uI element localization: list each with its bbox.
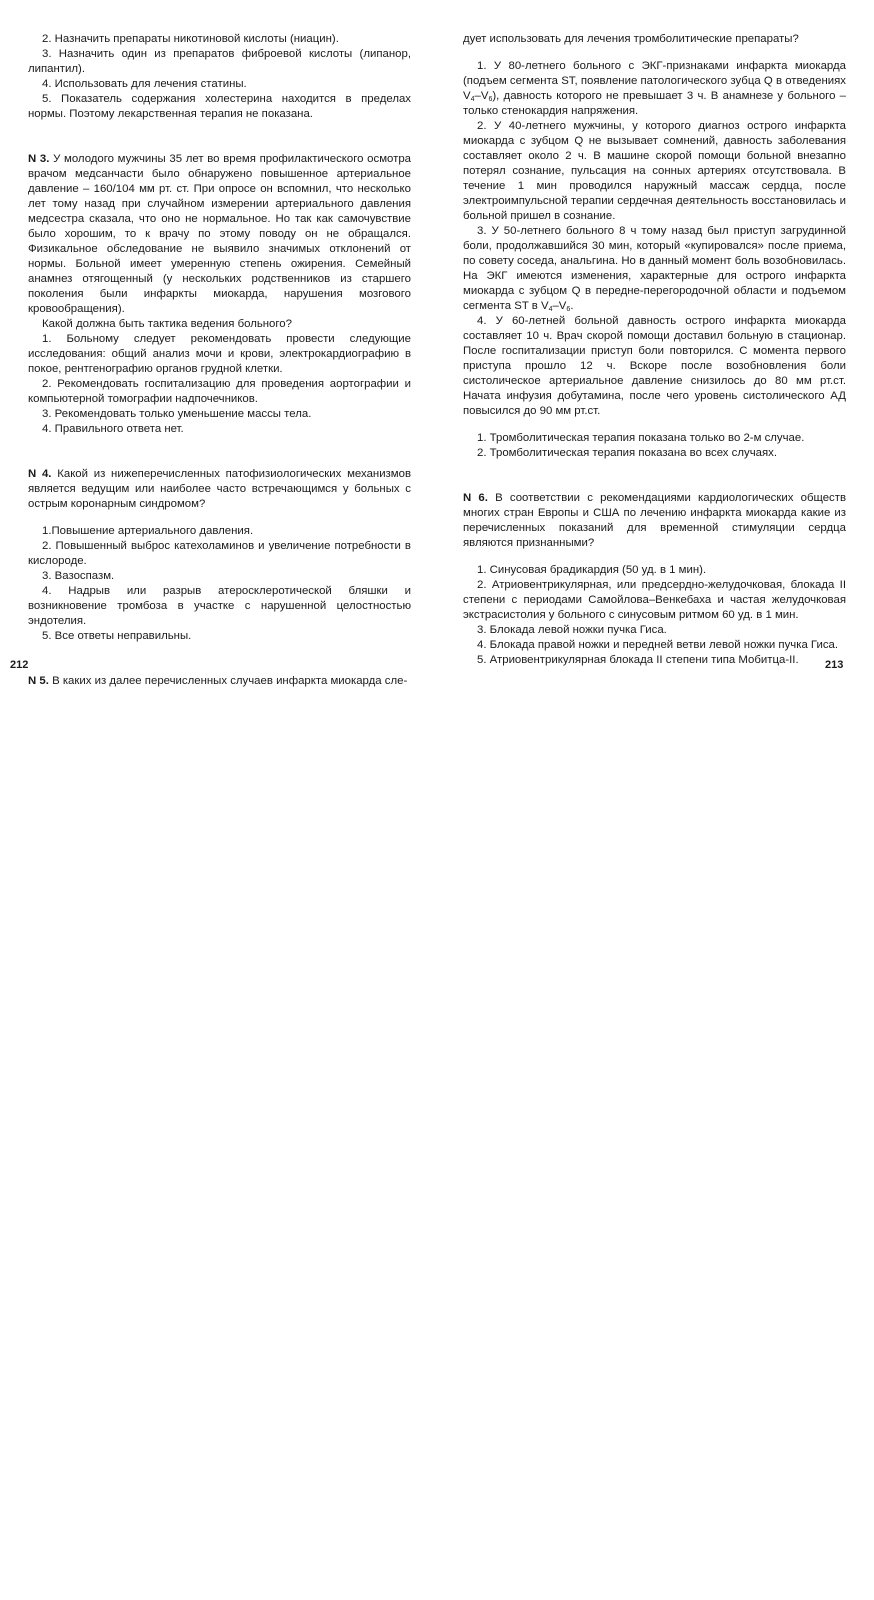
option-text: 1. Больному следует рекомендовать провести следующие исследования: общий анализ мочи и крови, электрокардиографию в покое, рентгенографию органов грудной клетки. <box>28 333 411 375</box>
option-text: 1. Тромболитическая терапия показана только во 2-м случае. <box>477 432 805 444</box>
option-text: 5. Показатель содержания холестерина находится в пределах нормы. Поэтому лекарственная терапия не показана. <box>28 93 411 120</box>
option-text: 4. Надрыв или разрыв атеросклеротической бляшки и возникновение тромбоза в участке с нарушенной целостностью эндотелия. <box>28 585 411 627</box>
question-number: N 4. <box>28 468 52 480</box>
question-text: В каких из далее перечисленных случаев инфаркта миокарда сле- <box>52 675 408 687</box>
option-text: 4. Блокада правой ножки и передней ветви левой ножки пучка Гиса. <box>477 639 839 651</box>
question-text-continued: дует использовать для лечения тромболитические препараты? <box>463 33 799 45</box>
question-5 <box>28 674 411 689</box>
question-6 <box>463 491 846 551</box>
question-text: В соответствии с рекомендациями кардиологических обществ многих стран Европы и США по лечению инфаркта миокарда какие из перечисленных показаний для временной стимуляции сердца являются признанными? <box>463 492 847 549</box>
option-text: 2. Тромболитическая терапия показана во всех случаях. <box>477 447 777 459</box>
question-4 <box>28 467 411 512</box>
left-page-column <box>28 32 411 689</box>
option-text: 1. Синусовая брадикардия (50 уд. в 1 мин). <box>477 564 707 576</box>
question-text: Какой из нижеперечисленных патофизиологических механизмов является ведущим или наиболее часто встречающимся у больных с острым коронарным синдромом? <box>28 468 411 510</box>
option-text: 4. Использовать для лечения статины. <box>42 78 247 90</box>
case-1: 1. У 80-летнего больного с ЭКГ-признаками инфаркта миокарда (подъем сегмента ST, появление патологического зубца Q в отведениях $V_4-V_6$), давность которого не превышает 3 ч. В анамнезе у больного – только стенокардия напряжения. <box>463 60 846 117</box>
option-text: 3. Назначить один из препаратов фиброевой кислоты (липанор, липантил). <box>28 48 411 75</box>
question-prompt: Какой должна быть тактика ведения больного? <box>42 318 292 330</box>
option-text: 1.Повышение артериального давления. <box>42 525 254 537</box>
question-number: N 6. <box>463 492 488 504</box>
option-text: 5. Атриовентрикулярная блокада II степени типа Мобитца-II. <box>477 654 799 666</box>
page-number-left: 212 <box>10 659 29 671</box>
question-number: N 5. <box>28 675 49 687</box>
question-text: У молодого мужчины 35 лет во время профилактического осмотра врачом медсанчасти было обнаружено повышенное артериальное давление – 160/104 мм рт. ст. При опросе он вспомнил, что несколько лет тому назад при случайном измерении артериального давления медсестра сказала, что оно не нормальное. Но так как самочувствие было хорошим, то к врачу по этому поводу он не обращался. Физикальное обследование не выявило значимых отклонений от нормы. Больной имеет умеренную степень ожирения. Семейный анамнез отягощенный (у нескольких родственников из старшего поколения были инфаркты миокарда, нарушения мозгового кровообращения). <box>28 153 411 315</box>
option-text: 3. Блокада левой ножки пучка Гиса. <box>477 624 667 636</box>
option-text: 2. Назначить препараты никотиновой кислоты (ниацин). <box>42 33 339 45</box>
option-text: 3. Рекомендовать только уменьшение массы тела. <box>42 408 312 420</box>
case-2: 2. У 40-летнего мужчины, у которого диагноз острого инфаркта миокарда с зубцом Q не вызывает сомнений, давность заболевания составляет около 2 ч. В машине скорой помощи больной внезапно потерял сознание, пульсация на сонных артериях отсутствовала. В течение 1 мин проводился наружный массаж сердца, после электроимпульсной терапии сердечная деятельность восстановилась и больной пришел в сознание. <box>463 120 846 222</box>
option-text: 4. Правильного ответа нет. <box>42 423 184 435</box>
question-number: N 3. <box>28 153 50 165</box>
option-text: 5. Все ответы неправильны. <box>42 630 192 642</box>
case-3: 3. У 50-летнего больного 8 ч тому назад был приступ загрудинной боли, продолжавшийся 30 мин, который «купировался» после приема, по совету соседа, анальгина. Но в данный момент боль возобновилась. На ЭКГ имеются изменения, характерные для острого инфаркта миокарда с зубцом Q в передне-перегородочной области и подъемом сегмента ST в $V_4-V_6$. <box>463 225 846 313</box>
option-text: 2. Повышенный выброс катехоламинов и увеличение потребности в кислороде. <box>28 540 411 567</box>
case-4: 4. У 60-летней больной давность острого инфаркта миокарда составляет 10 ч. Врач скорой помощи доставил больную в стационар. После госпитализации приступ боли повторился. С момента первого приступа прошло 12 ч. Вскоре после возобновления боли систолическое артериальное давление снизилось до 80 мм рт.ст. Начата инфузия добутамина, после чего уровень систолического АД повысился до 90 мм рт.ст. <box>463 315 846 417</box>
question-3 <box>28 152 411 317</box>
right-page-column <box>463 32 846 668</box>
page-number-right: 213 <box>825 659 844 671</box>
option-text: 3. Вазоспазм. <box>42 570 115 582</box>
option-text: 2. Атриовентрикулярная, или предсердно-желудочковая, блокада II степени с периодами Самойлова–Венкебаха и частая желудочковая экстрасистолия у больного с синусовым ритмом 60 уд. в 1 мин. <box>463 579 846 621</box>
option-text: 2. Рекомендовать госпитализацию для проведения аортографии и компьютерной томографии надпочечников. <box>28 378 411 405</box>
